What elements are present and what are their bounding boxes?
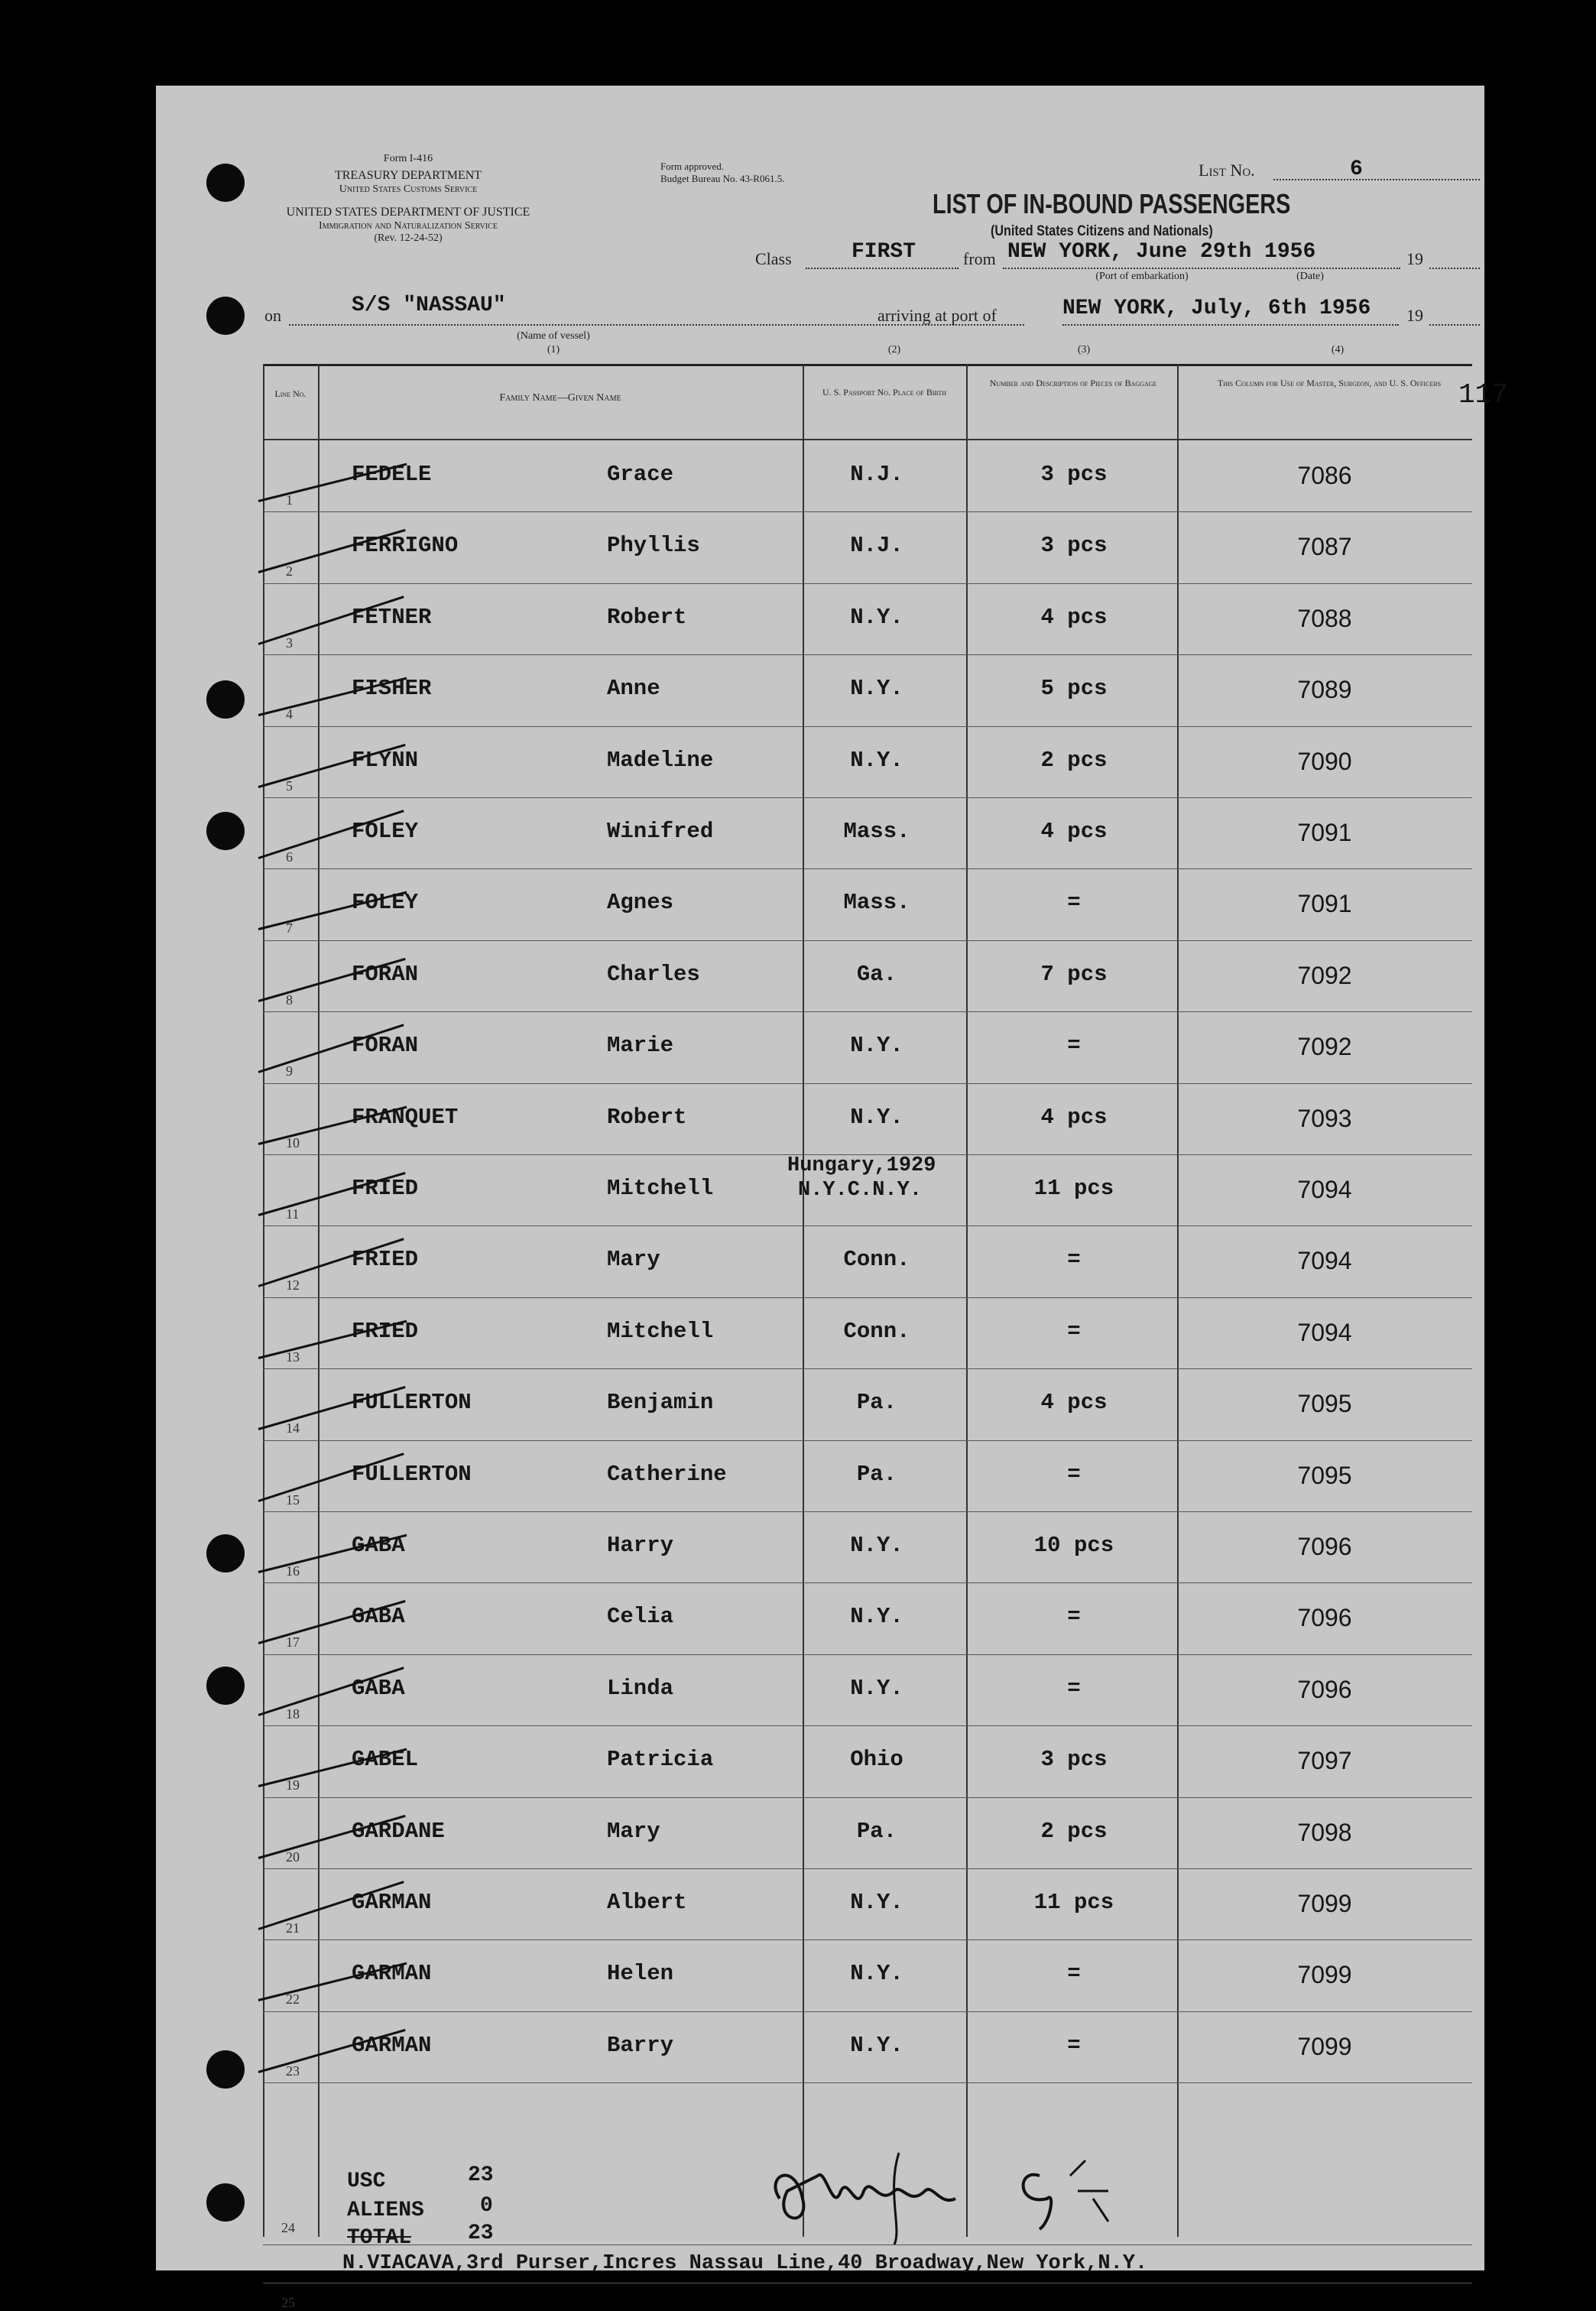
- officer-reference: 7086: [1297, 462, 1352, 489]
- line-number: 11: [286, 1206, 300, 1222]
- column-divider: [318, 364, 320, 2237]
- table-left-rule: [263, 364, 264, 2237]
- row-rule: [263, 1654, 1472, 1655]
- baggage-count: 7 pcs: [1040, 961, 1108, 987]
- column-caption-3: (3): [1077, 344, 1091, 355]
- place-of-birth: N.Y.: [850, 1890, 903, 1915]
- family-name: GABA: [352, 1533, 405, 1558]
- usc-label: USC: [347, 2170, 386, 2193]
- place-of-birth: N.J.: [850, 462, 903, 487]
- officer-reference: 7098: [1297, 1818, 1352, 1846]
- row-rule: [263, 511, 1472, 512]
- row-rule: [263, 654, 1472, 655]
- given-name: Linda: [607, 1675, 674, 1701]
- line-number: 2: [286, 563, 293, 579]
- place-of-birth: Conn.: [843, 1247, 910, 1273]
- family-name: FETNER: [352, 604, 432, 630]
- officer-reference: 7096: [1297, 1675, 1352, 1703]
- place-of-birth: N.Y.: [850, 1033, 903, 1059]
- baggage-count: 4 pcs: [1040, 1104, 1108, 1130]
- column-divider: [1177, 364, 1179, 2237]
- place-of-birth: N.Y.: [850, 1961, 903, 1987]
- given-name: Benjamin: [607, 1390, 714, 1416]
- baggage-count: 3 pcs: [1040, 533, 1108, 559]
- given-name: Barry: [607, 2032, 674, 2058]
- place-of-birth: N.Y.: [850, 1533, 903, 1558]
- baggage-count: =: [1067, 890, 1081, 916]
- place-of-birth: Mass.: [843, 890, 910, 916]
- line-number: 1: [286, 492, 293, 508]
- punch-hole: [206, 1667, 245, 1705]
- officer-reference: 7094: [1297, 1176, 1352, 1203]
- purser-signature-line: N.VIACAVA,3rd Purser,Incres Nassau Line,40 Broadway,New York,N.Y.: [342, 2252, 1148, 2275]
- line-number: 7: [286, 920, 293, 936]
- family-name: GARMAN: [352, 1961, 432, 1987]
- line-number: 13: [286, 1349, 300, 1365]
- officer-reference: 7094: [1297, 1318, 1352, 1346]
- punch-hole: [206, 812, 245, 850]
- doj-title: UNITED STATES DEPARTMENT OF JUSTICE: [286, 206, 530, 219]
- family-name: FISHER: [352, 676, 432, 702]
- family-name: FULLERTON: [352, 1461, 472, 1487]
- line-number: 10: [286, 1134, 300, 1151]
- revision: (Rev. 12-24-52): [374, 232, 443, 244]
- line-number: 23: [286, 2063, 300, 2079]
- vessel-caption: (Name of vessel): [517, 330, 590, 342]
- family-name: FOLEY: [352, 819, 419, 844]
- row-rule: [263, 1868, 1472, 1869]
- punch-hole: [206, 2050, 245, 2089]
- family-name: GARMAN: [352, 2032, 432, 2058]
- place-of-birth: N.Y.: [850, 604, 903, 630]
- row-rule: [263, 1083, 1472, 1084]
- aliens-value: 0: [480, 2194, 493, 2218]
- family-name: FEDELE: [352, 462, 432, 487]
- punch-hole: [206, 2183, 245, 2222]
- given-name: Charles: [607, 961, 700, 987]
- given-name: Mary: [607, 1247, 660, 1273]
- place-of-birth-country: Hungary,1929: [787, 1154, 936, 1177]
- row-rule: [263, 1797, 1472, 1798]
- given-name: Mary: [607, 1818, 660, 1844]
- year-line: [1429, 268, 1480, 269]
- officer-reference: 7092: [1297, 1033, 1352, 1061]
- baggage-count: 4 pcs: [1040, 1390, 1108, 1416]
- given-name: Mitchell: [607, 1176, 714, 1201]
- officer-reference: 7095: [1297, 1461, 1352, 1489]
- baggage-count: =: [1067, 1033, 1081, 1059]
- baggage-count: 3 pcs: [1040, 462, 1108, 487]
- baggage-count: =: [1067, 2032, 1081, 2058]
- port-caption: (Port of embarkation): [1095, 271, 1189, 282]
- baggage-count: 3 pcs: [1040, 1747, 1108, 1773]
- baggage-count: =: [1067, 1961, 1081, 1987]
- row-rule: [263, 1297, 1472, 1298]
- row-rule: [263, 1939, 1472, 1940]
- line-number: 12: [286, 1277, 300, 1293]
- given-name: Robert: [607, 1104, 687, 1130]
- line-number: 22: [286, 1991, 300, 2008]
- place-of-birth: N.Y.: [850, 1104, 903, 1130]
- family-name: GABEL: [352, 1747, 419, 1773]
- total-value: 23: [468, 2222, 494, 2245]
- handwritten-signature: [749, 2145, 1147, 2252]
- usc-value: 23: [468, 2163, 494, 2187]
- line-number: 5: [286, 777, 293, 794]
- baggage-count: =: [1067, 1604, 1081, 1630]
- ins-title: Immigration and Naturalization Service: [319, 220, 498, 232]
- column-divider: [966, 364, 968, 2237]
- line-number: 19: [286, 1777, 300, 1793]
- family-name: FERRIGNO: [352, 533, 459, 559]
- header-passport: U. S. Passport No. Place of Birth: [822, 387, 947, 398]
- arriving-year-line: [1429, 324, 1480, 326]
- on-label: on: [264, 306, 281, 325]
- line-number: 6: [286, 849, 293, 865]
- baggage-count: 2 pcs: [1040, 747, 1108, 773]
- place-of-birth: Pa.: [856, 1461, 897, 1487]
- officer-reference: 7096: [1297, 1604, 1352, 1632]
- arriving-label: arriving at port of: [877, 306, 997, 325]
- from-label: from: [963, 249, 996, 268]
- baggage-count: 2 pcs: [1040, 1818, 1108, 1844]
- given-name: Anne: [607, 676, 660, 702]
- place-of-birth: Mass.: [843, 819, 910, 844]
- aliens-label: ALIENS: [347, 2199, 424, 2222]
- place-of-birth: Pa.: [856, 1818, 897, 1844]
- officer-reference: 7091: [1297, 819, 1352, 846]
- row-rule: [263, 1225, 1472, 1226]
- list-number-label: List No.: [1199, 161, 1255, 180]
- list-number-line: [1273, 179, 1480, 180]
- class-line: [806, 268, 959, 269]
- baggage-count: 11 pcs: [1033, 1176, 1114, 1201]
- given-name: Mitchell: [607, 1318, 714, 1344]
- place-of-birth: Ohio: [850, 1747, 903, 1773]
- line-number-24: 24: [281, 2220, 295, 2235]
- punch-hole: [206, 164, 245, 202]
- place-of-birth: Conn.: [843, 1318, 910, 1344]
- row-rule: [263, 2011, 1472, 2012]
- given-name: Catherine: [607, 1461, 727, 1487]
- baggage-count: =: [1067, 1247, 1081, 1273]
- officer-reference: 7099: [1297, 2032, 1352, 2060]
- officer-reference: 7099: [1297, 1890, 1352, 1917]
- row-rule: [263, 1582, 1472, 1583]
- budget-bureau: Budget Bureau No. 43-R061.5.: [660, 173, 785, 184]
- given-name: Phyllis: [607, 533, 700, 559]
- header-baggage: Number and Description of Pieces of Baggage: [989, 378, 1157, 388]
- baggage-count: =: [1067, 1675, 1081, 1701]
- form-title: LIST OF IN-BOUND PASSENGERS: [933, 188, 1291, 219]
- line-number-25: 25: [281, 2295, 295, 2310]
- officer-reference: 7092: [1297, 961, 1352, 989]
- row-rule: [263, 1725, 1472, 1726]
- given-name: Marie: [607, 1033, 674, 1059]
- family-name: FORAN: [352, 961, 419, 987]
- given-name: Winifred: [607, 819, 714, 844]
- officer-reference: 7091: [1297, 890, 1352, 918]
- form-number: Form I-416: [383, 153, 433, 164]
- baggage-count: 10 pcs: [1033, 1533, 1114, 1558]
- year-suffix: 19: [1406, 249, 1423, 268]
- vessel-name: S/S "NASSAU": [352, 294, 506, 317]
- column-caption-4: (4): [1331, 344, 1345, 355]
- officer-reference: 7097: [1297, 1747, 1352, 1775]
- line-number: 8: [286, 992, 293, 1008]
- line-number: 3: [286, 635, 293, 651]
- row-rule: [263, 1440, 1472, 1441]
- officer-reference: 7088: [1297, 604, 1352, 632]
- family-name: FRIED: [352, 1176, 419, 1201]
- arriving-value: NEW YORK, July, 6th 1956: [1062, 297, 1371, 320]
- passenger-table: [263, 364, 1472, 2310]
- list-number-value: 6: [1350, 157, 1363, 181]
- family-name: FOLEY: [352, 890, 419, 916]
- baggage-count: 11 pcs: [1033, 1890, 1114, 1915]
- row-rule: [263, 1511, 1472, 1512]
- officer-reference: 7087: [1297, 533, 1352, 561]
- given-name: Grace: [607, 462, 674, 487]
- arriving-year-suffix: 19: [1406, 306, 1423, 325]
- family-name: FULLERTON: [352, 1390, 472, 1416]
- from-line: [1003, 268, 1400, 269]
- row-rule: [263, 1011, 1472, 1012]
- row-rule: [263, 1368, 1472, 1369]
- officer-reference: 7096: [1297, 1533, 1352, 1560]
- line-number: 15: [286, 1491, 300, 1508]
- officer-reference: 7089: [1297, 676, 1352, 704]
- family-name: GARMAN: [352, 1890, 432, 1915]
- row-rule: [263, 868, 1472, 869]
- line-number: 14: [286, 1420, 300, 1436]
- column-caption-1: (1): [547, 344, 560, 355]
- baggage-count: =: [1067, 1461, 1081, 1487]
- line-number: 21: [286, 1920, 300, 1936]
- column-divider: [803, 364, 804, 2237]
- officer-reference: 7093: [1297, 1104, 1352, 1132]
- line-number: 16: [286, 1563, 300, 1579]
- baggage-count: 4 pcs: [1040, 819, 1108, 844]
- family-name: FRANQUET: [352, 1104, 459, 1130]
- page-number: 117: [1458, 379, 1508, 411]
- header-rule: [263, 439, 1472, 440]
- family-name: FRIED: [352, 1247, 419, 1273]
- baggage-count: 5 pcs: [1040, 676, 1108, 702]
- punch-hole: [206, 1534, 245, 1573]
- place-of-birth: N.Y.: [850, 1675, 903, 1701]
- class-value: FIRST: [852, 240, 916, 264]
- given-name: Robert: [607, 604, 687, 630]
- place-of-birth: N.Y.: [850, 676, 903, 702]
- given-name: Albert: [607, 1890, 687, 1915]
- row-rule: [263, 2082, 1472, 2083]
- header-officers: This Column for Use of Master, Surgeon, and U. S. Officers: [1217, 378, 1442, 388]
- family-name: FLYNN: [352, 747, 419, 773]
- baggage-count: =: [1067, 1318, 1081, 1344]
- total-label: TOTAL: [347, 2226, 412, 2250]
- class-label: Class: [755, 249, 792, 268]
- family-name: GABA: [352, 1604, 405, 1630]
- row-rule: [263, 797, 1472, 798]
- officer-reference: 7095: [1297, 1390, 1352, 1418]
- family-name: GABA: [352, 1675, 405, 1701]
- form-subtitle: (United States Citizens and Nationals): [991, 223, 1213, 239]
- column-caption-2: (2): [887, 344, 901, 355]
- row-rule: [263, 726, 1472, 727]
- place-of-birth: N.Y.: [850, 2032, 903, 2058]
- customs-service: United States Customs Service: [339, 183, 478, 195]
- place-of-birth: N.Y.C.N.Y.: [798, 1179, 923, 1202]
- punch-hole: [206, 680, 245, 719]
- given-name: Harry: [607, 1533, 674, 1558]
- given-name: Patricia: [607, 1747, 714, 1773]
- row-rule: [263, 940, 1472, 941]
- form-approved: Form approved.: [660, 161, 725, 172]
- baggage-count: 4 pcs: [1040, 604, 1108, 630]
- line-number: 18: [286, 1706, 300, 1722]
- family-name: GARDANE: [352, 1818, 445, 1844]
- treasury-department: TREASURY DEPARTMENT: [334, 169, 482, 182]
- line-number: 20: [286, 1848, 300, 1865]
- date-caption: (Date): [1296, 271, 1324, 282]
- header-line-no: Line No.: [274, 388, 307, 399]
- officer-reference: 7090: [1297, 747, 1352, 775]
- punch-hole: [206, 297, 245, 335]
- header-name: Family Name—Given Name: [499, 392, 621, 404]
- given-name: Celia: [607, 1604, 674, 1630]
- place-of-birth: N.J.: [850, 533, 903, 559]
- table-top-rule: [263, 364, 1472, 366]
- place-of-birth: Pa.: [856, 1390, 897, 1416]
- arriving-line: [1062, 324, 1399, 326]
- officer-reference: 7094: [1297, 1247, 1352, 1275]
- given-name: Madeline: [607, 747, 714, 773]
- line-number: 17: [286, 1634, 300, 1650]
- given-name: Helen: [607, 1961, 674, 1987]
- officer-reference: 7099: [1297, 1961, 1352, 1989]
- family-name: FORAN: [352, 1033, 419, 1059]
- row-rule: [263, 583, 1472, 584]
- place-of-birth: N.Y.: [850, 1604, 903, 1630]
- family-name: FRIED: [352, 1318, 419, 1344]
- given-name: Agnes: [607, 890, 674, 916]
- from-value: NEW YORK, June 29th 1956: [1007, 240, 1316, 264]
- line-number: 4: [286, 706, 293, 722]
- line-number: 9: [286, 1063, 293, 1079]
- place-of-birth: Ga.: [856, 961, 897, 987]
- manifest-sheet: [156, 86, 1508, 2310]
- place-of-birth: N.Y.: [850, 747, 903, 773]
